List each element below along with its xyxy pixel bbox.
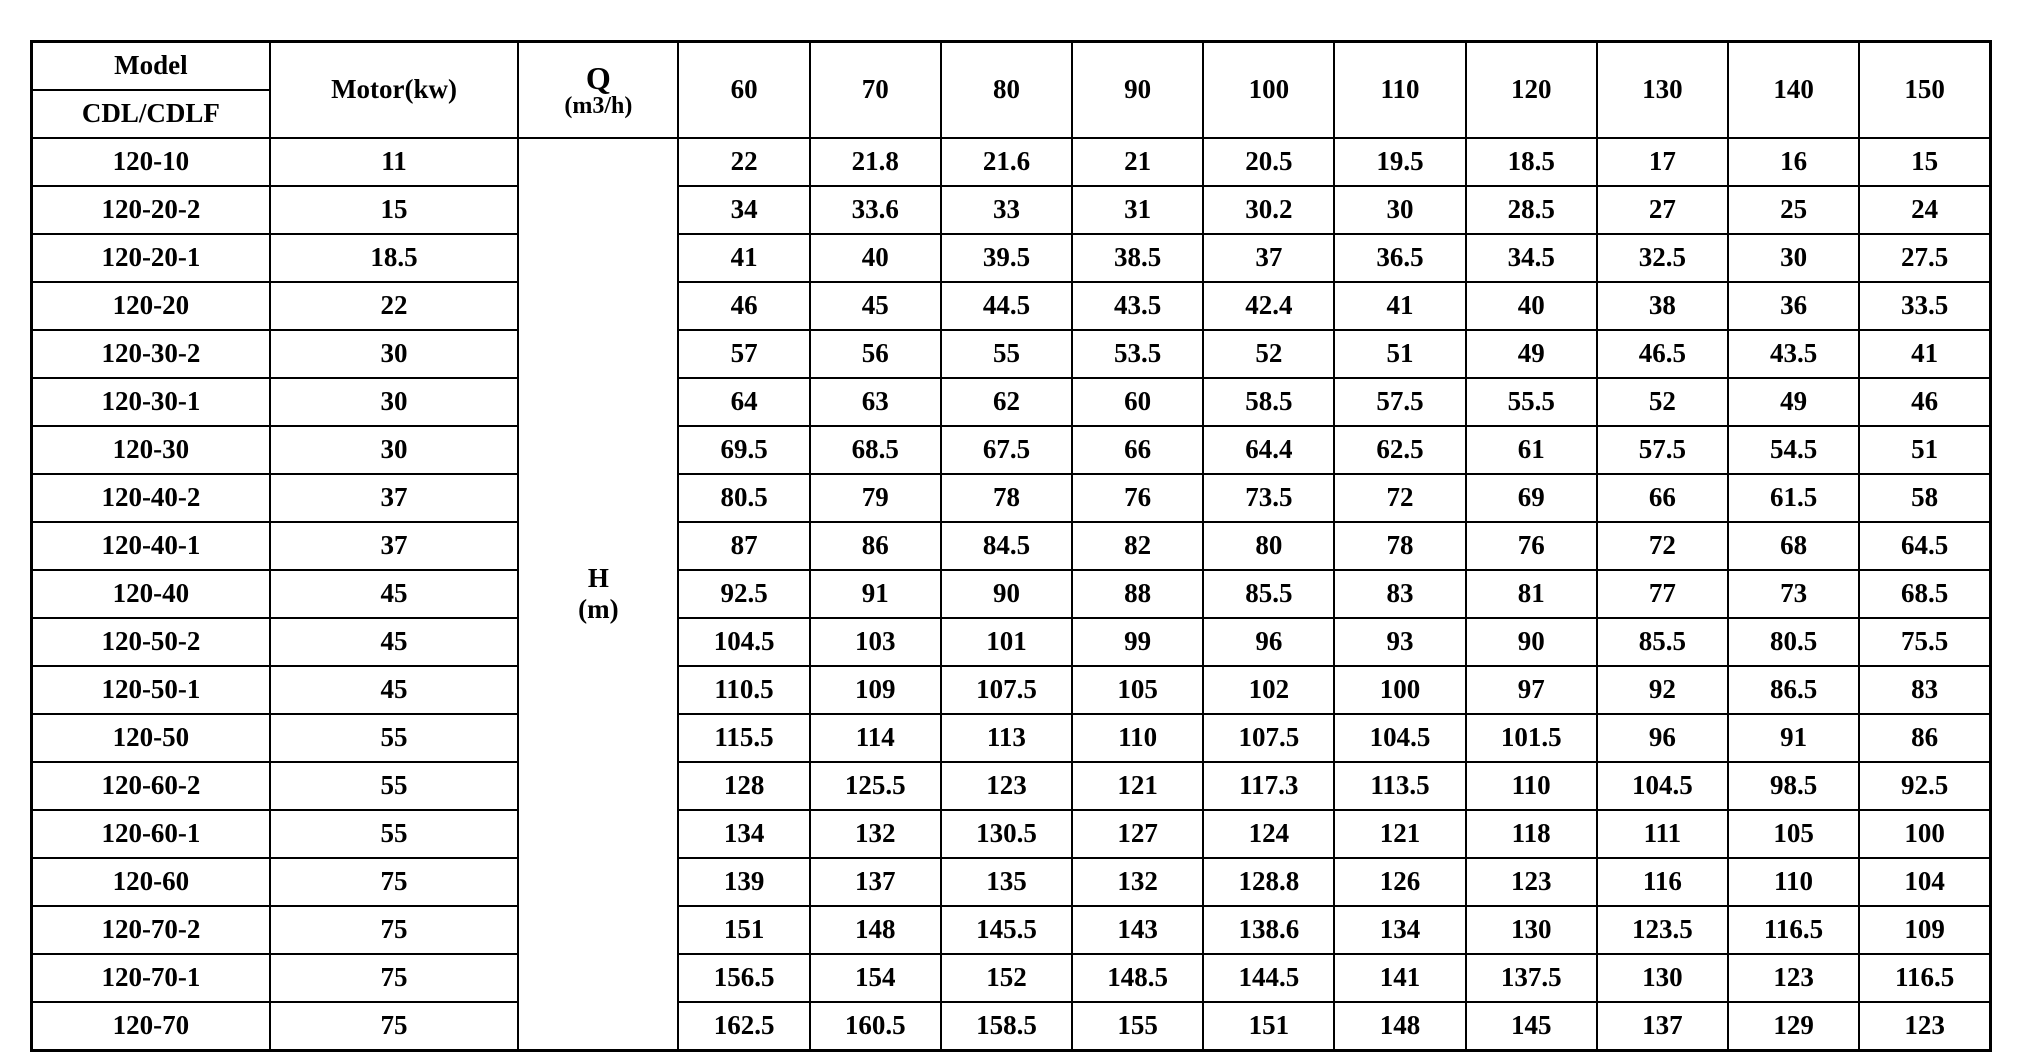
- cell-head: 64.4: [1203, 426, 1334, 474]
- cell-head: 90: [1466, 618, 1597, 666]
- table-row: [32, 618, 1991, 666]
- cell-head: 15: [1859, 138, 1990, 186]
- cell-head: 107.5: [941, 666, 1072, 714]
- cell-head: 73.5: [1203, 474, 1334, 522]
- cell-motor: 75: [270, 954, 518, 1002]
- table-row: [32, 426, 1991, 474]
- table-row: [32, 330, 1991, 378]
- cell-head: 145.5: [941, 906, 1072, 954]
- cell-head: 132: [810, 810, 941, 858]
- cell-head: 32.5: [1597, 234, 1728, 282]
- cell-head: 30: [1334, 186, 1465, 234]
- cell-head: 148.5: [1072, 954, 1203, 1002]
- cell-head: 41: [1859, 330, 1990, 378]
- table-row: [32, 810, 1991, 858]
- cell-head: 36: [1728, 282, 1859, 330]
- cell-head: 105: [1728, 810, 1859, 858]
- cell-head: 51: [1334, 330, 1465, 378]
- cell-head: 49: [1466, 330, 1597, 378]
- cell-motor: 45: [270, 666, 518, 714]
- cell-head: 103: [810, 618, 941, 666]
- cell-head: 98.5: [1728, 762, 1859, 810]
- table-header: [32, 42, 1991, 139]
- cell-model: 120-50: [32, 714, 270, 762]
- cell-head: 57.5: [1334, 378, 1465, 426]
- cell-head: 22: [678, 138, 809, 186]
- cell-head: 19.5: [1334, 138, 1465, 186]
- cell-head: 162.5: [678, 1002, 809, 1051]
- cell-motor: 55: [270, 762, 518, 810]
- cell-model: 120-40-1: [32, 522, 270, 570]
- cell-head: 82: [1072, 522, 1203, 570]
- cell-head: 129: [1728, 1002, 1859, 1051]
- cell-head: 90: [941, 570, 1072, 618]
- cell-head: 110: [1728, 858, 1859, 906]
- cell-head: 43.5: [1072, 282, 1203, 330]
- cell-head: 143: [1072, 906, 1203, 954]
- cell-head: 104.5: [1597, 762, 1728, 810]
- cell-motor: 37: [270, 474, 518, 522]
- cell-head: 126: [1334, 858, 1465, 906]
- cell-model: 120-30-2: [32, 330, 270, 378]
- cell-head: 86.5: [1728, 666, 1859, 714]
- cell-head: 110: [1466, 762, 1597, 810]
- cell-motor: 30: [270, 378, 518, 426]
- cell-model: 120-70-2: [32, 906, 270, 954]
- cell-head: 57: [678, 330, 809, 378]
- cell-head: 121: [1072, 762, 1203, 810]
- pump-performance-table: [30, 40, 1992, 1052]
- cell-head: 58.5: [1203, 378, 1334, 426]
- cell-head: 21.6: [941, 138, 1072, 186]
- cell-head: 80.5: [678, 474, 809, 522]
- table-row: [32, 186, 1991, 234]
- cell-head: 86: [1859, 714, 1990, 762]
- cell-head: 117.3: [1203, 762, 1334, 810]
- table-row: [32, 282, 1991, 330]
- cell-head: 139: [678, 858, 809, 906]
- header-flow-60: 60: [678, 42, 809, 139]
- cell-head: 36.5: [1334, 234, 1465, 282]
- cell-model: 120-60-1: [32, 810, 270, 858]
- table-row: [32, 1002, 1991, 1051]
- cell-head: 76: [1072, 474, 1203, 522]
- cell-head: 92.5: [1859, 762, 1990, 810]
- cell-motor: 11: [270, 138, 518, 186]
- cell-head: 53.5: [1072, 330, 1203, 378]
- cell-head: 91: [810, 570, 941, 618]
- head-axis-label: [518, 138, 678, 1051]
- cell-head: 16: [1728, 138, 1859, 186]
- cell-head: 21: [1072, 138, 1203, 186]
- cell-head: 152: [941, 954, 1072, 1002]
- table-row: [32, 954, 1991, 1002]
- cell-head: 41: [1334, 282, 1465, 330]
- cell-motor: 30: [270, 426, 518, 474]
- cell-head: 116: [1597, 858, 1728, 906]
- cell-head: 115.5: [678, 714, 809, 762]
- cell-head: 38.5: [1072, 234, 1203, 282]
- cell-head: 80: [1203, 522, 1334, 570]
- cell-head: 68.5: [810, 426, 941, 474]
- header-flow-140: 140: [1728, 42, 1859, 139]
- cell-head: 111: [1597, 810, 1728, 858]
- cell-head: 33.5: [1859, 282, 1990, 330]
- cell-head: 51: [1859, 426, 1990, 474]
- header-flow-unit: [518, 42, 678, 139]
- cell-head: 91: [1728, 714, 1859, 762]
- cell-head: 80.5: [1728, 618, 1859, 666]
- cell-head: 69.5: [678, 426, 809, 474]
- cell-head: 137.5: [1466, 954, 1597, 1002]
- cell-motor: 55: [270, 810, 518, 858]
- cell-head: 24: [1859, 186, 1990, 234]
- cell-head: 96: [1597, 714, 1728, 762]
- cell-head: 56: [810, 330, 941, 378]
- table-row: [32, 906, 1991, 954]
- cell-head: 52: [1597, 378, 1728, 426]
- cell-head: 86: [810, 522, 941, 570]
- cell-head: 144.5: [1203, 954, 1334, 1002]
- table-row: [32, 138, 1991, 186]
- cell-model: 120-20: [32, 282, 270, 330]
- cell-head: 104: [1859, 858, 1990, 906]
- cell-head: 130.5: [941, 810, 1072, 858]
- cell-model: 120-40: [32, 570, 270, 618]
- cell-head: 61: [1466, 426, 1597, 474]
- cell-head: 123: [941, 762, 1072, 810]
- header-row-top: [32, 42, 1991, 91]
- table-body: [32, 138, 1991, 1051]
- cell-head: 67.5: [941, 426, 1072, 474]
- cell-head: 85.5: [1597, 618, 1728, 666]
- cell-head: 66: [1072, 426, 1203, 474]
- header-model-title: Model: [32, 42, 270, 91]
- cell-head: 102: [1203, 666, 1334, 714]
- cell-head: 55: [941, 330, 1072, 378]
- cell-head: 81: [1466, 570, 1597, 618]
- cell-head: 58: [1859, 474, 1990, 522]
- cell-head: 34: [678, 186, 809, 234]
- cell-head: 31: [1072, 186, 1203, 234]
- cell-head: 125.5: [810, 762, 941, 810]
- cell-model: 120-70: [32, 1002, 270, 1051]
- header-flow-70: 70: [810, 42, 941, 139]
- cell-head: 37: [1203, 234, 1334, 282]
- cell-head: 141: [1334, 954, 1465, 1002]
- cell-head: 38: [1597, 282, 1728, 330]
- cell-head: 130: [1597, 954, 1728, 1002]
- cell-head: 145: [1466, 1002, 1597, 1051]
- header-model-series: CDL/CDLF: [32, 90, 270, 138]
- cell-model: 120-50-1: [32, 666, 270, 714]
- cell-head: 78: [941, 474, 1072, 522]
- cell-head: 55.5: [1466, 378, 1597, 426]
- header-flow-130: 130: [1597, 42, 1728, 139]
- cell-head: 160.5: [810, 1002, 941, 1051]
- cell-model: 120-20-1: [32, 234, 270, 282]
- cell-head: 27.5: [1859, 234, 1990, 282]
- cell-head: 46.5: [1597, 330, 1728, 378]
- cell-head: 30.2: [1203, 186, 1334, 234]
- cell-head: 134: [678, 810, 809, 858]
- cell-head: 64: [678, 378, 809, 426]
- cell-head: 110.5: [678, 666, 809, 714]
- cell-head: 101: [941, 618, 1072, 666]
- cell-head: 104.5: [678, 618, 809, 666]
- cell-head: 17: [1597, 138, 1728, 186]
- cell-head: 76: [1466, 522, 1597, 570]
- cell-head: 75.5: [1859, 618, 1990, 666]
- cell-head: 34.5: [1466, 234, 1597, 282]
- cell-head: 46: [1859, 378, 1990, 426]
- cell-head: 110: [1072, 714, 1203, 762]
- cell-head: 128.8: [1203, 858, 1334, 906]
- cell-head: 97: [1466, 666, 1597, 714]
- header-flow-150: 150: [1859, 42, 1990, 139]
- cell-head: 130: [1466, 906, 1597, 954]
- cell-motor: 55: [270, 714, 518, 762]
- cell-head: 21.8: [810, 138, 941, 186]
- spec-sheet: [30, 40, 2002, 1041]
- cell-head: 42.4: [1203, 282, 1334, 330]
- cell-head: 27: [1597, 186, 1728, 234]
- cell-motor: 75: [270, 906, 518, 954]
- cell-head: 39.5: [941, 234, 1072, 282]
- cell-head: 128: [678, 762, 809, 810]
- cell-head: 46: [678, 282, 809, 330]
- cell-motor: 18.5: [270, 234, 518, 282]
- cell-head: 33.6: [810, 186, 941, 234]
- cell-head: 156.5: [678, 954, 809, 1002]
- cell-head: 69: [1466, 474, 1597, 522]
- cell-head: 109: [810, 666, 941, 714]
- cell-head: 45: [810, 282, 941, 330]
- cell-head: 62: [941, 378, 1072, 426]
- cell-motor: 37: [270, 522, 518, 570]
- cell-head: 52: [1203, 330, 1334, 378]
- cell-model: 120-60-2: [32, 762, 270, 810]
- cell-head: 99: [1072, 618, 1203, 666]
- cell-head: 68.5: [1859, 570, 1990, 618]
- cell-head: 127: [1072, 810, 1203, 858]
- cell-head: 148: [1334, 1002, 1465, 1051]
- cell-motor: 30: [270, 330, 518, 378]
- cell-model: 120-70-1: [32, 954, 270, 1002]
- cell-motor: 45: [270, 570, 518, 618]
- cell-head: 121: [1334, 810, 1465, 858]
- cell-head: 104.5: [1334, 714, 1465, 762]
- cell-head: 93: [1334, 618, 1465, 666]
- cell-head: 92.5: [678, 570, 809, 618]
- header-flow-120: 120: [1466, 42, 1597, 139]
- cell-head: 109: [1859, 906, 1990, 954]
- cell-head: 79: [810, 474, 941, 522]
- cell-head: 137: [1597, 1002, 1728, 1051]
- cell-head: 20.5: [1203, 138, 1334, 186]
- table-row: [32, 234, 1991, 282]
- cell-head: 62.5: [1334, 426, 1465, 474]
- cell-head: 123: [1728, 954, 1859, 1002]
- cell-motor: 45: [270, 618, 518, 666]
- cell-head: 100: [1859, 810, 1990, 858]
- cell-head: 66: [1597, 474, 1728, 522]
- table-row: [32, 474, 1991, 522]
- head-units: (m): [578, 594, 619, 624]
- cell-head: 40: [810, 234, 941, 282]
- cell-head: 100: [1334, 666, 1465, 714]
- cell-head: 77: [1597, 570, 1728, 618]
- cell-head: 123: [1466, 858, 1597, 906]
- cell-head: 123: [1859, 1002, 1990, 1051]
- cell-head: 72: [1334, 474, 1465, 522]
- cell-head: 113.5: [1334, 762, 1465, 810]
- cell-head: 63: [810, 378, 941, 426]
- table-row: [32, 378, 1991, 426]
- cell-head: 124: [1203, 810, 1334, 858]
- table-row: [32, 666, 1991, 714]
- table-row: [32, 858, 1991, 906]
- header-motor: Motor(kw): [270, 42, 518, 139]
- cell-motor: 15: [270, 186, 518, 234]
- cell-motor: 75: [270, 858, 518, 906]
- cell-head: 49: [1728, 378, 1859, 426]
- cell-head: 18.5: [1466, 138, 1597, 186]
- cell-head: 28.5: [1466, 186, 1597, 234]
- cell-head: 40: [1466, 282, 1597, 330]
- cell-model: 120-30-1: [32, 378, 270, 426]
- cell-head: 96: [1203, 618, 1334, 666]
- cell-head: 73: [1728, 570, 1859, 618]
- header-flow-90: 90: [1072, 42, 1203, 139]
- cell-head: 107.5: [1203, 714, 1334, 762]
- cell-head: 134: [1334, 906, 1465, 954]
- cell-head: 138.6: [1203, 906, 1334, 954]
- cell-head: 116.5: [1859, 954, 1990, 1002]
- cell-head: 64.5: [1859, 522, 1990, 570]
- header-q-units: (m3/h): [564, 93, 633, 119]
- cell-head: 137: [810, 858, 941, 906]
- cell-head: 54.5: [1728, 426, 1859, 474]
- cell-head: 123.5: [1597, 906, 1728, 954]
- cell-model: 120-60: [32, 858, 270, 906]
- header-flow-100: 100: [1203, 42, 1334, 139]
- head-symbol: H: [587, 562, 609, 593]
- cell-head: 151: [678, 906, 809, 954]
- table-row: [32, 762, 1991, 810]
- cell-head: 135: [941, 858, 1072, 906]
- cell-head: 33: [941, 186, 1072, 234]
- cell-head: 155: [1072, 1002, 1203, 1051]
- cell-head: 87: [678, 522, 809, 570]
- cell-head: 25: [1728, 186, 1859, 234]
- cell-head: 83: [1859, 666, 1990, 714]
- cell-head: 57.5: [1597, 426, 1728, 474]
- cell-head: 92: [1597, 666, 1728, 714]
- cell-head: 105: [1072, 666, 1203, 714]
- cell-model: 120-30: [32, 426, 270, 474]
- header-q-symbol: Q: [585, 60, 611, 96]
- cell-head: 88: [1072, 570, 1203, 618]
- table-row: [32, 522, 1991, 570]
- cell-head: 118: [1466, 810, 1597, 858]
- cell-head: 101.5: [1466, 714, 1597, 762]
- cell-head: 132: [1072, 858, 1203, 906]
- cell-head: 68: [1728, 522, 1859, 570]
- cell-head: 72: [1597, 522, 1728, 570]
- cell-head: 60: [1072, 378, 1203, 426]
- cell-head: 158.5: [941, 1002, 1072, 1051]
- cell-head: 154: [810, 954, 941, 1002]
- cell-head: 61.5: [1728, 474, 1859, 522]
- cell-head: 84.5: [941, 522, 1072, 570]
- cell-head: 30: [1728, 234, 1859, 282]
- cell-head: 44.5: [941, 282, 1072, 330]
- cell-head: 116.5: [1728, 906, 1859, 954]
- cell-head: 151: [1203, 1002, 1334, 1051]
- cell-model: 120-10: [32, 138, 270, 186]
- cell-head: 78: [1334, 522, 1465, 570]
- header-flow-80: 80: [941, 42, 1072, 139]
- cell-model: 120-40-2: [32, 474, 270, 522]
- cell-head: 114: [810, 714, 941, 762]
- header-flow-110: 110: [1334, 42, 1465, 139]
- table-row: [32, 714, 1991, 762]
- cell-head: 41: [678, 234, 809, 282]
- cell-model: 120-50-2: [32, 618, 270, 666]
- cell-motor: 75: [270, 1002, 518, 1051]
- cell-head: 43.5: [1728, 330, 1859, 378]
- table-row: [32, 570, 1991, 618]
- cell-head: 85.5: [1203, 570, 1334, 618]
- cell-head: 83: [1334, 570, 1465, 618]
- cell-head: 148: [810, 906, 941, 954]
- cell-motor: 22: [270, 282, 518, 330]
- cell-head: 113: [941, 714, 1072, 762]
- cell-model: 120-20-2: [32, 186, 270, 234]
